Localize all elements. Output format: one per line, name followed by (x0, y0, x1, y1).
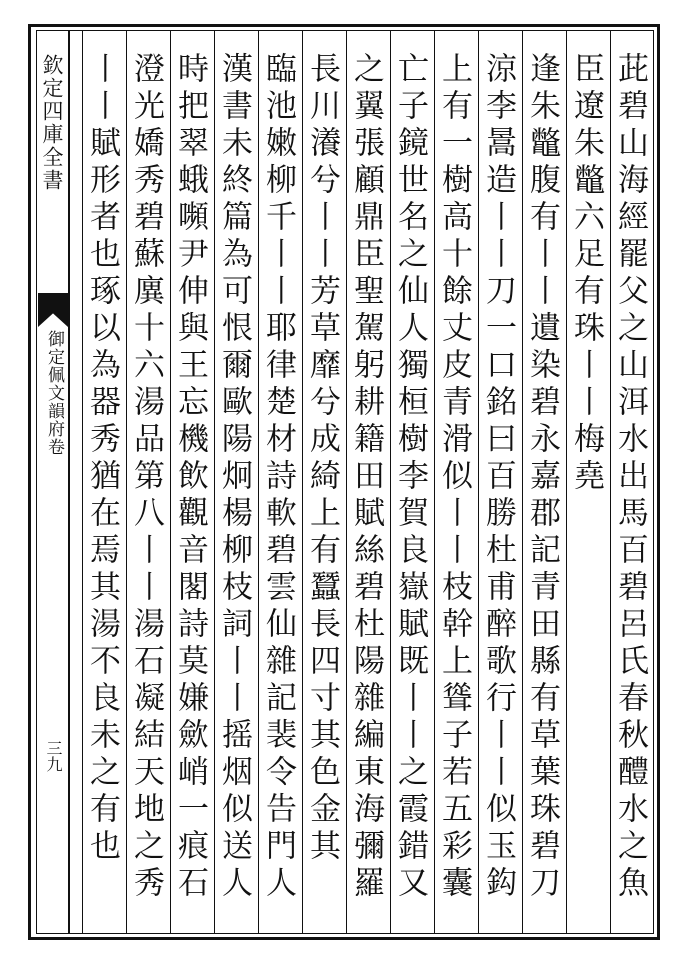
text-column-12: 澄光嬌秀碧蘇廙十六湯品第八丨丨湯石凝結天地之秀 (128, 52, 164, 903)
text-column-4: 涼李暠造丨丨刀一口銘曰百勝杜甫醉歌行丨丨似玉鈎 (480, 52, 516, 903)
text-column-8: 長川瀁兮丨丨芳草靡兮成綺上有蠶長四寸其色金其 (304, 52, 340, 866)
text-column-7: 之翼張顧鼎臣聖駕躬耕籍田賦絲碧杜陽雜編東海彌羅 (348, 52, 384, 903)
text-column-10: 漢書未終篇為可恨爾歐陽炯楊柳枝詞丨丨摇烟似送人 (216, 52, 252, 903)
text-column-1: 茈碧山海經罷父之山洱水出馬百碧呂氏春秋醴水之魚 (612, 52, 648, 903)
text-column-5: 上有一樹高十餘丈皮青滑似丨丨枝幹上聳子若五彩囊 (436, 52, 472, 903)
margin-book-title: 欽定四庫全書 (40, 54, 64, 192)
text-column-11: 時把翠蛾嚬尹伸與王忘機飲觀音閣詩莫嫌歛峭一痕石 (172, 52, 208, 903)
margin-page-number: 三九 (44, 740, 63, 772)
margin-volume-title: 御定佩文韻府卷 (44, 330, 64, 456)
text-column-6: 亡子鏡世名之仙人獨桓樹李賀良嶽賦既丨丨之霞錯又 (392, 52, 428, 903)
text-column-2: 臣遼朱鼈六足有珠丨丨梅堯 (568, 52, 604, 496)
text-column-13: 丨丨賦形者也琢以為器秀猶在焉其湯不良未之有也 (84, 52, 120, 866)
text-column-3: 逢朱鼈腹有丨丨遺染碧永嘉郡記青田縣有草葉珠碧刀 (524, 52, 560, 903)
text-column-9: 臨池嫩柳千丨丨耶律楚材詩軟碧雲仙雜記裴令告門人 (260, 52, 296, 903)
